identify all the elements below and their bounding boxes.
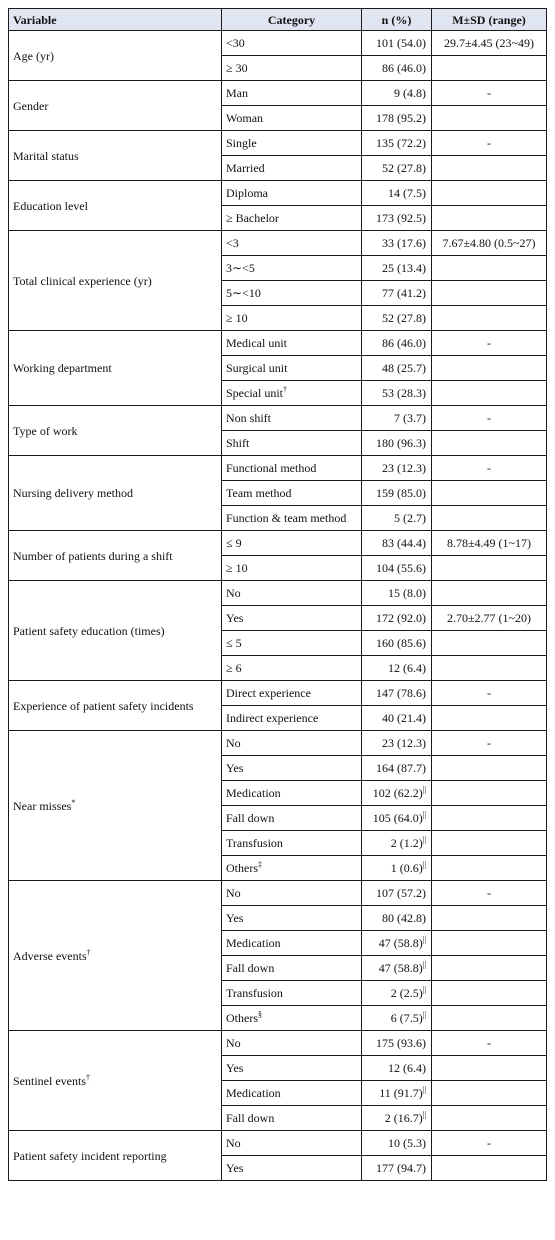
mean-sd-cell — [432, 831, 547, 856]
n-percent-value: 172 (92.0) — [376, 611, 426, 625]
category-label: 3∼<5 — [226, 261, 255, 275]
category-label: ≥ Bachelor — [226, 211, 279, 225]
n-percent-cell — [362, 731, 432, 756]
n-percent-cell — [362, 456, 432, 481]
variable-label: Marital status — [13, 148, 79, 163]
n-percent-value: 15 (8.0) — [388, 586, 426, 600]
table-row — [9, 231, 547, 256]
mean-sd-cell — [432, 956, 547, 981]
n-percent-value: 83 (44.4) — [382, 536, 426, 550]
variable-label: Patient safety incident reporting — [13, 1148, 167, 1163]
mean-sd-cell: 2.70±2.77 (1~20) — [432, 606, 547, 631]
n-percent-value: 52 (27.8) — [382, 161, 426, 175]
n-percent-value: 33 (17.6) — [382, 236, 426, 250]
category-label: ≥ 30 — [226, 61, 248, 75]
n-percent-cell — [362, 906, 432, 931]
footnote-mark: || — [422, 1085, 426, 1094]
mean-sd-cell — [432, 631, 547, 656]
mean-sd-cell — [432, 981, 547, 1006]
category-label: No — [226, 886, 241, 900]
category-label: Yes — [226, 611, 244, 625]
category-cell — [222, 731, 362, 756]
n-percent-value: 40 (21.4) — [382, 711, 426, 725]
category-cell — [222, 481, 362, 506]
n-percent-cell — [362, 356, 432, 381]
category-cell — [222, 906, 362, 931]
n-percent-value: 86 (46.0) — [382, 336, 426, 350]
mean-sd-cell — [432, 256, 547, 281]
n-percent-cell — [362, 31, 432, 56]
category-cell — [222, 256, 362, 281]
table-row — [9, 456, 547, 481]
variable-cell — [9, 581, 222, 681]
n-percent-value: 53 (28.3) — [382, 386, 426, 400]
n-percent-value: 23 (12.3) — [382, 461, 426, 475]
footnote-mark: † — [85, 1072, 90, 1082]
category-label: No — [226, 586, 241, 600]
n-percent-value: 14 (7.5) — [388, 186, 426, 200]
mean-sd-cell — [432, 381, 547, 406]
mean-sd-cell: 8.78±4.49 (1~17) — [432, 531, 547, 556]
category-cell — [222, 1131, 362, 1156]
n-percent-cell — [362, 56, 432, 81]
n-percent-cell — [362, 631, 432, 656]
n-percent-cell — [362, 306, 432, 331]
category-label: Medication — [226, 1086, 281, 1100]
n-percent-cell — [362, 681, 432, 706]
variable-cell — [9, 31, 222, 81]
mean-sd-cell — [432, 1056, 547, 1081]
variable-label: Sentinel events — [13, 1073, 86, 1088]
n-percent-cell — [362, 831, 432, 856]
category-cell — [222, 981, 362, 1006]
variable-cell — [9, 1131, 222, 1181]
category-label: Non shift — [226, 411, 271, 425]
n-percent-value: 12 (6.4) — [388, 1061, 426, 1075]
n-percent-cell — [362, 81, 432, 106]
n-percent-value: 6 (7.5) — [390, 1011, 423, 1025]
category-label: Direct experience — [226, 686, 311, 700]
mean-sd-cell: 7.67±4.80 (0.5~27) — [432, 231, 547, 256]
mean-sd-cell — [432, 106, 547, 131]
n-percent-value: 104 (55.6) — [376, 561, 426, 575]
category-cell — [222, 606, 362, 631]
n-percent-cell — [362, 481, 432, 506]
category-label: Medication — [226, 786, 281, 800]
category-cell — [222, 231, 362, 256]
footnote-mark: ‡ — [258, 860, 262, 869]
table-body — [9, 31, 547, 1181]
footnote-mark: * — [71, 797, 76, 807]
category-cell — [222, 431, 362, 456]
category-cell — [222, 181, 362, 206]
variable-cell — [9, 731, 222, 881]
n-percent-value: 10 (5.3) — [388, 1136, 426, 1150]
n-percent-value: 1 (0.6) — [390, 861, 423, 875]
category-cell — [222, 756, 362, 781]
footnote-mark: || — [422, 810, 426, 819]
n-percent-cell — [362, 656, 432, 681]
variable-cell — [9, 456, 222, 531]
footnote-mark: || — [422, 1010, 426, 1019]
n-percent-cell — [362, 856, 432, 881]
variable-cell — [9, 81, 222, 131]
category-cell — [222, 656, 362, 681]
n-percent-value: 5 (2.7) — [394, 511, 426, 525]
category-label: Function & team method — [226, 511, 347, 525]
mean-sd-cell — [432, 481, 547, 506]
n-percent-cell — [362, 981, 432, 1006]
variable-label: Working department — [13, 361, 112, 375]
footnote-mark: § — [258, 1010, 262, 1019]
category-label: Single — [226, 136, 257, 150]
category-label: ≥ 10 — [226, 311, 248, 325]
mean-sd-cell — [432, 1006, 547, 1031]
n-percent-cell — [362, 256, 432, 281]
mean-sd-cell — [432, 206, 547, 231]
n-percent-value: 147 (78.6) — [376, 686, 426, 700]
category-cell — [222, 781, 362, 806]
mean-sd-cell: - — [432, 1031, 547, 1056]
n-percent-value: 11 (91.7) — [379, 1086, 423, 1100]
table-row — [9, 1031, 547, 1056]
footnote-mark: † — [283, 385, 287, 394]
table-row — [9, 731, 547, 756]
category-label: Functional method — [226, 461, 317, 475]
category-label: Transfusion — [226, 836, 283, 850]
n-percent-cell — [362, 606, 432, 631]
header-category: Category — [222, 9, 362, 31]
footnote-mark: || — [422, 985, 426, 994]
category-cell — [222, 831, 362, 856]
category-label: Man — [226, 86, 248, 100]
n-percent-cell — [362, 781, 432, 806]
n-percent-cell — [362, 106, 432, 131]
category-cell — [222, 31, 362, 56]
variable-label: Adverse events — [13, 948, 87, 963]
category-label: ≥ 6 — [226, 661, 242, 675]
n-percent-cell — [362, 381, 432, 406]
n-percent-value: 135 (72.2) — [376, 136, 426, 150]
n-percent-cell — [362, 931, 432, 956]
category-label: ≤ 5 — [226, 636, 242, 650]
table-row — [9, 881, 547, 906]
n-percent-cell — [362, 531, 432, 556]
n-percent-cell — [362, 1156, 432, 1181]
category-label: Yes — [226, 911, 244, 925]
n-percent-cell — [362, 1031, 432, 1056]
category-label: Medication — [226, 936, 281, 950]
n-percent-value: 102 (62.2) — [372, 786, 423, 800]
n-percent-value: 178 (95.2) — [376, 111, 426, 125]
mean-sd-cell: - — [432, 131, 547, 156]
header-row — [9, 9, 547, 31]
mean-sd-cell: - — [432, 881, 547, 906]
mean-sd-cell — [432, 306, 547, 331]
n-percent-value: 160 (85.6) — [376, 636, 426, 650]
n-percent-value: 25 (13.4) — [382, 261, 426, 275]
table-row — [9, 1131, 547, 1156]
table-row — [9, 531, 547, 556]
header-mean-sd-range: M±SD (range) — [432, 9, 547, 31]
category-label: Special unit — [226, 386, 283, 400]
category-label: No — [226, 736, 241, 750]
category-cell — [222, 1081, 362, 1106]
n-percent-cell — [362, 231, 432, 256]
variable-label: Nursing delivery method — [13, 486, 133, 500]
n-percent-value: 175 (93.6) — [376, 1036, 426, 1050]
table-row — [9, 331, 547, 356]
n-percent-value: 180 (96.3) — [376, 436, 426, 450]
mean-sd-cell: - — [432, 331, 547, 356]
variable-label: Age (yr) — [13, 48, 54, 63]
n-percent-value: 101 (54.0) — [376, 36, 426, 50]
mean-sd-cell — [432, 156, 547, 181]
footnote-mark: || — [422, 935, 426, 944]
n-percent-value: 7 (3.7) — [394, 411, 426, 425]
mean-sd-cell: - — [432, 406, 547, 431]
category-label: <3 — [226, 236, 239, 250]
category-label: Fall down — [226, 961, 275, 975]
mean-sd-cell — [432, 856, 547, 881]
category-cell — [222, 1006, 362, 1031]
mean-sd-cell — [432, 1156, 547, 1181]
n-percent-value: 47 (58.8) — [378, 936, 423, 950]
mean-sd-cell: - — [432, 731, 547, 756]
n-percent-value: 2 (1.2) — [390, 836, 423, 850]
n-percent-cell — [362, 956, 432, 981]
category-label: <30 — [226, 36, 245, 50]
category-cell — [222, 356, 362, 381]
variable-cell — [9, 1031, 222, 1131]
table-row — [9, 406, 547, 431]
variable-label: Education level — [13, 198, 88, 213]
mean-sd-cell — [432, 1081, 547, 1106]
category-cell — [222, 1056, 362, 1081]
category-label: Fall down — [226, 811, 275, 825]
category-label: 5∼<10 — [226, 286, 261, 300]
n-percent-cell — [362, 1131, 432, 1156]
footnote-mark: || — [422, 1110, 426, 1119]
category-label: Team method — [226, 486, 292, 500]
category-label: Indirect experience — [226, 711, 319, 725]
n-percent-value: 105 (64.0) — [372, 811, 423, 825]
mean-sd-cell — [432, 581, 547, 606]
category-cell — [222, 956, 362, 981]
category-label: Fall down — [226, 1111, 275, 1125]
category-cell — [222, 706, 362, 731]
variable-cell — [9, 531, 222, 581]
n-percent-value: 86 (46.0) — [382, 61, 426, 75]
category-cell — [222, 381, 362, 406]
table-row — [9, 31, 547, 56]
footnote-mark: || — [422, 835, 426, 844]
table-row — [9, 681, 547, 706]
n-percent-cell — [362, 181, 432, 206]
category-cell — [222, 106, 362, 131]
category-label: ≤ 9 — [226, 536, 242, 550]
table-row — [9, 181, 547, 206]
category-cell — [222, 281, 362, 306]
n-percent-value: 164 (87.7) — [376, 761, 426, 775]
n-percent-value: 12 (6.4) — [388, 661, 426, 675]
table-row — [9, 581, 547, 606]
mean-sd-cell — [432, 1106, 547, 1131]
mean-sd-cell — [432, 656, 547, 681]
category-label: Yes — [226, 761, 244, 775]
category-label: Others — [226, 1011, 258, 1025]
category-label: ≥ 10 — [226, 561, 248, 575]
n-percent-cell — [362, 131, 432, 156]
category-label: No — [226, 1136, 241, 1150]
category-cell — [222, 406, 362, 431]
category-label: Yes — [226, 1161, 244, 1175]
variable-label: Gender — [13, 98, 49, 113]
variable-cell — [9, 131, 222, 181]
category-cell — [222, 206, 362, 231]
variable-label: Type of work — [13, 423, 78, 438]
mean-sd-cell — [432, 781, 547, 806]
category-cell — [222, 131, 362, 156]
mean-sd-cell: - — [432, 456, 547, 481]
mean-sd-cell: - — [432, 1131, 547, 1156]
variable-cell — [9, 881, 222, 1031]
category-cell — [222, 931, 362, 956]
mean-sd-cell: 29.7±4.45 (23~49) — [432, 31, 547, 56]
category-cell — [222, 531, 362, 556]
category-label: Transfusion — [226, 986, 283, 1000]
variable-cell — [9, 181, 222, 231]
category-cell — [222, 1156, 362, 1181]
n-percent-value: 2 (16.7) — [384, 1111, 423, 1125]
mean-sd-cell — [432, 756, 547, 781]
n-percent-cell — [362, 1106, 432, 1131]
table-header — [9, 9, 547, 31]
n-percent-cell — [362, 581, 432, 606]
n-percent-cell — [362, 206, 432, 231]
category-label: Woman — [226, 111, 264, 125]
category-cell — [222, 881, 362, 906]
mean-sd-cell: - — [432, 681, 547, 706]
n-percent-cell — [362, 806, 432, 831]
variable-label: Experience of patient safety incidents — [13, 698, 194, 713]
n-percent-cell — [362, 881, 432, 906]
variable-label: Patient safety education (times) — [13, 623, 165, 638]
n-percent-cell — [362, 506, 432, 531]
category-label: Others — [226, 861, 258, 875]
n-percent-cell — [362, 406, 432, 431]
mean-sd-cell — [432, 356, 547, 381]
characteristics-table — [8, 8, 547, 1181]
footnote-mark: || — [422, 785, 426, 794]
category-cell — [222, 306, 362, 331]
mean-sd-cell — [432, 181, 547, 206]
category-label: Surgical unit — [226, 361, 288, 375]
header-n-percent: n (%) — [362, 9, 432, 31]
n-percent-value: 9 (4.8) — [394, 86, 426, 100]
n-percent-value: 77 (41.2) — [382, 286, 426, 300]
n-percent-cell — [362, 281, 432, 306]
category-cell — [222, 1031, 362, 1056]
category-cell — [222, 506, 362, 531]
variable-cell — [9, 406, 222, 456]
category-cell — [222, 56, 362, 81]
category-label: No — [226, 1036, 241, 1050]
variable-cell — [9, 681, 222, 731]
category-cell — [222, 856, 362, 881]
n-percent-value: 52 (27.8) — [382, 311, 426, 325]
n-percent-cell — [362, 1006, 432, 1031]
category-cell — [222, 581, 362, 606]
category-label: Medical unit — [226, 336, 287, 350]
footnote-mark: || — [422, 960, 426, 969]
category-label: Married — [226, 161, 265, 175]
category-cell — [222, 631, 362, 656]
category-label: Shift — [226, 436, 250, 450]
mean-sd-cell — [432, 431, 547, 456]
category-cell — [222, 806, 362, 831]
variable-cell — [9, 231, 222, 331]
mean-sd-cell — [432, 281, 547, 306]
table-row — [9, 131, 547, 156]
category-label: Yes — [226, 1061, 244, 1075]
mean-sd-cell — [432, 806, 547, 831]
mean-sd-cell — [432, 906, 547, 931]
footnote-mark: || — [422, 860, 426, 869]
header-variable: Variable — [9, 9, 222, 31]
mean-sd-cell — [432, 706, 547, 731]
n-percent-cell — [362, 756, 432, 781]
footnote-mark: † — [86, 947, 91, 957]
category-cell — [222, 456, 362, 481]
category-cell — [222, 81, 362, 106]
n-percent-value: 173 (92.5) — [376, 211, 426, 225]
n-percent-value: 177 (94.7) — [376, 1161, 426, 1175]
n-percent-value: 2 (2.5) — [390, 986, 423, 1000]
category-cell — [222, 1106, 362, 1131]
category-cell — [222, 681, 362, 706]
category-label: Diploma — [226, 186, 268, 200]
mean-sd-cell — [432, 56, 547, 81]
n-percent-cell — [362, 431, 432, 456]
n-percent-cell — [362, 1056, 432, 1081]
n-percent-cell — [362, 331, 432, 356]
n-percent-value: 47 (58.8) — [378, 961, 423, 975]
n-percent-cell — [362, 1081, 432, 1106]
n-percent-value: 159 (85.0) — [376, 486, 426, 500]
mean-sd-cell — [432, 506, 547, 531]
variable-label: Number of patients during a shift — [13, 548, 173, 563]
variable-label: Total clinical experience (yr) — [13, 273, 152, 288]
mean-sd-cell: - — [432, 81, 547, 106]
n-percent-cell — [362, 156, 432, 181]
n-percent-value: 80 (42.8) — [382, 911, 426, 925]
n-percent-value: 23 (12.3) — [382, 736, 426, 750]
mean-sd-cell — [432, 931, 547, 956]
category-cell — [222, 331, 362, 356]
mean-sd-cell — [432, 556, 547, 581]
n-percent-value: 48 (25.7) — [382, 361, 426, 375]
variable-label: Near misses — [13, 798, 72, 813]
table-row — [9, 81, 547, 106]
category-cell — [222, 556, 362, 581]
n-percent-cell — [362, 556, 432, 581]
n-percent-value: 107 (57.2) — [376, 886, 426, 900]
category-cell — [222, 156, 362, 181]
n-percent-cell — [362, 706, 432, 731]
variable-cell — [9, 331, 222, 406]
